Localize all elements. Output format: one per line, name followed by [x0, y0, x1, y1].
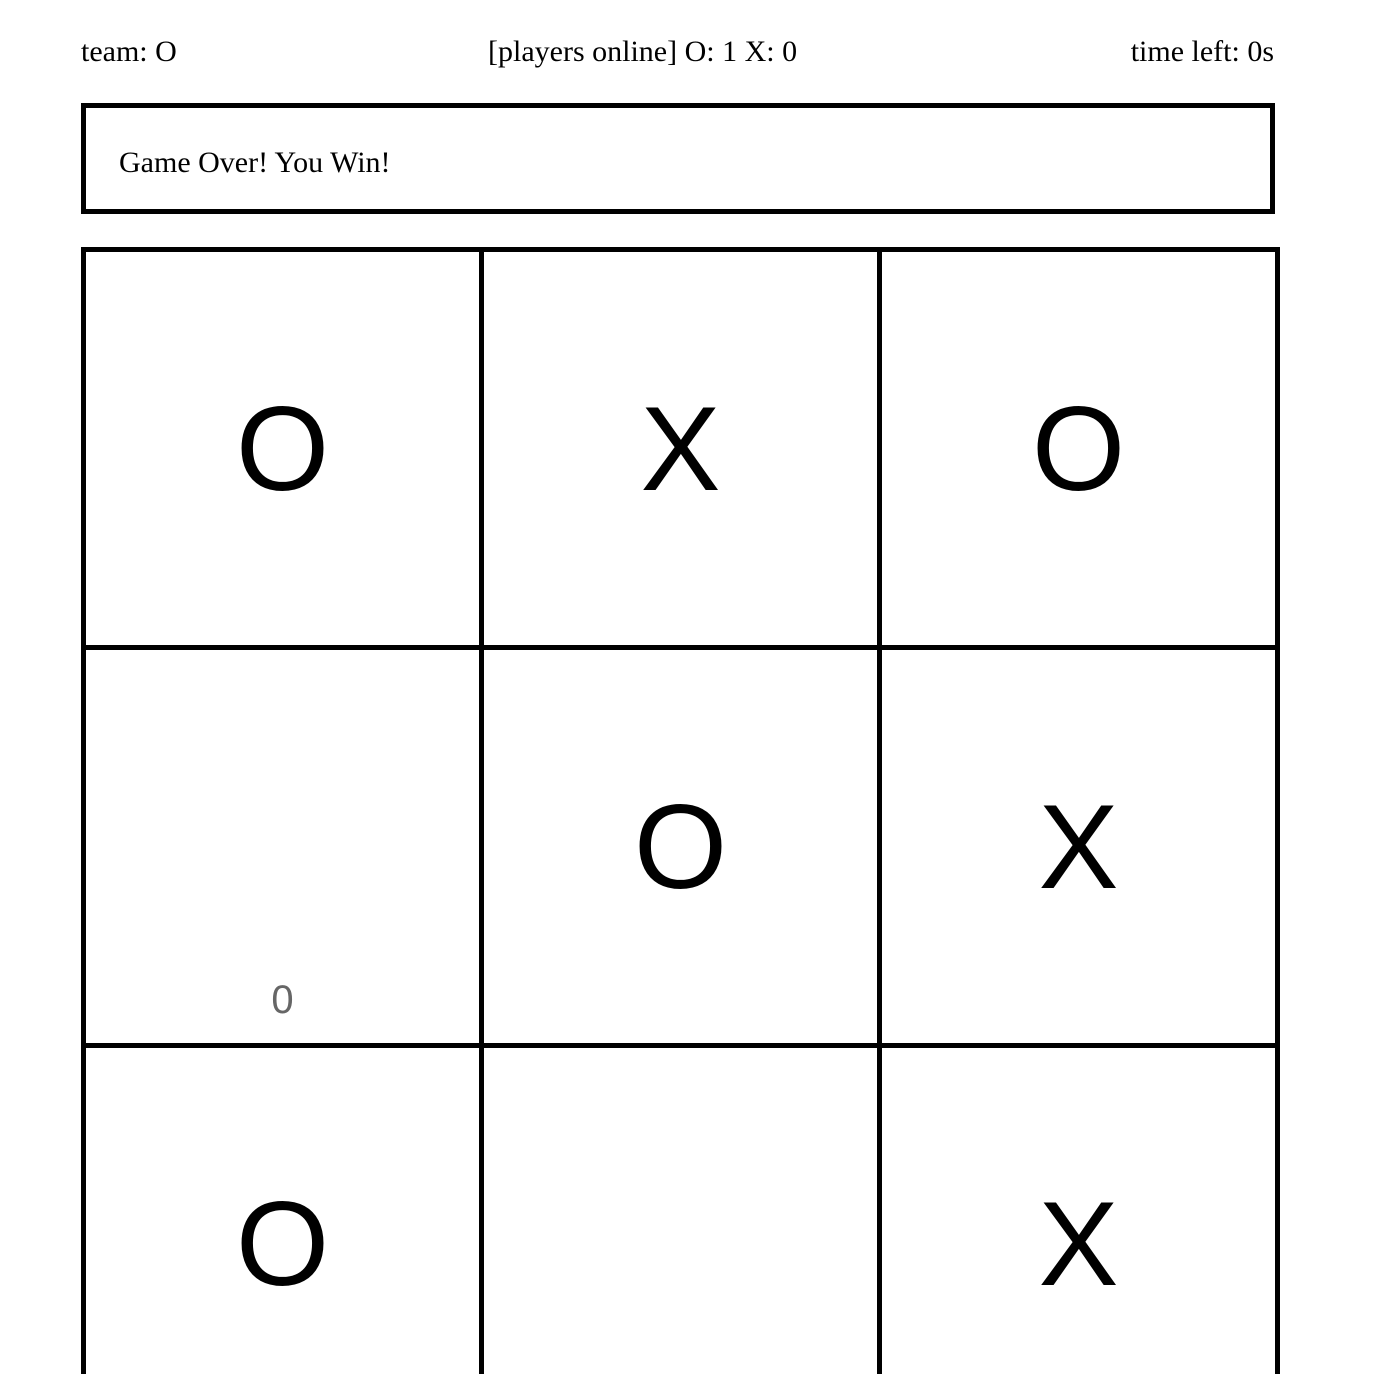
team-label: team: O: [81, 35, 177, 68]
board-cell[interactable]: [81, 247, 484, 650]
cell-mark: O: [235, 1177, 330, 1311]
status-box: [81, 103, 1275, 214]
board-cell[interactable]: [877, 1043, 1280, 1374]
board-cell[interactable]: [479, 645, 882, 1048]
board-cell[interactable]: [877, 247, 1280, 650]
board-cell[interactable]: [81, 1043, 484, 1374]
board-cell[interactable]: [479, 1043, 882, 1374]
cell-mark: O: [235, 381, 330, 516]
board-cell[interactable]: [479, 247, 882, 650]
status-message: Game Over! You Win!: [119, 146, 391, 179]
cell-mark: X: [1038, 1177, 1119, 1311]
players-online-label: [players online] O: 1 X: 0: [488, 35, 798, 68]
board-cell[interactable]: [877, 645, 1280, 1048]
cell-mark: O: [1031, 381, 1126, 516]
board-cell[interactable]: [81, 645, 484, 1048]
cell-mark: X: [1038, 779, 1119, 914]
cell-mark: X: [640, 381, 721, 516]
cell-mark: O: [633, 779, 728, 914]
time-left-label: time left: 0s: [1130, 35, 1274, 68]
cell-vote-count: 0: [271, 978, 294, 1022]
